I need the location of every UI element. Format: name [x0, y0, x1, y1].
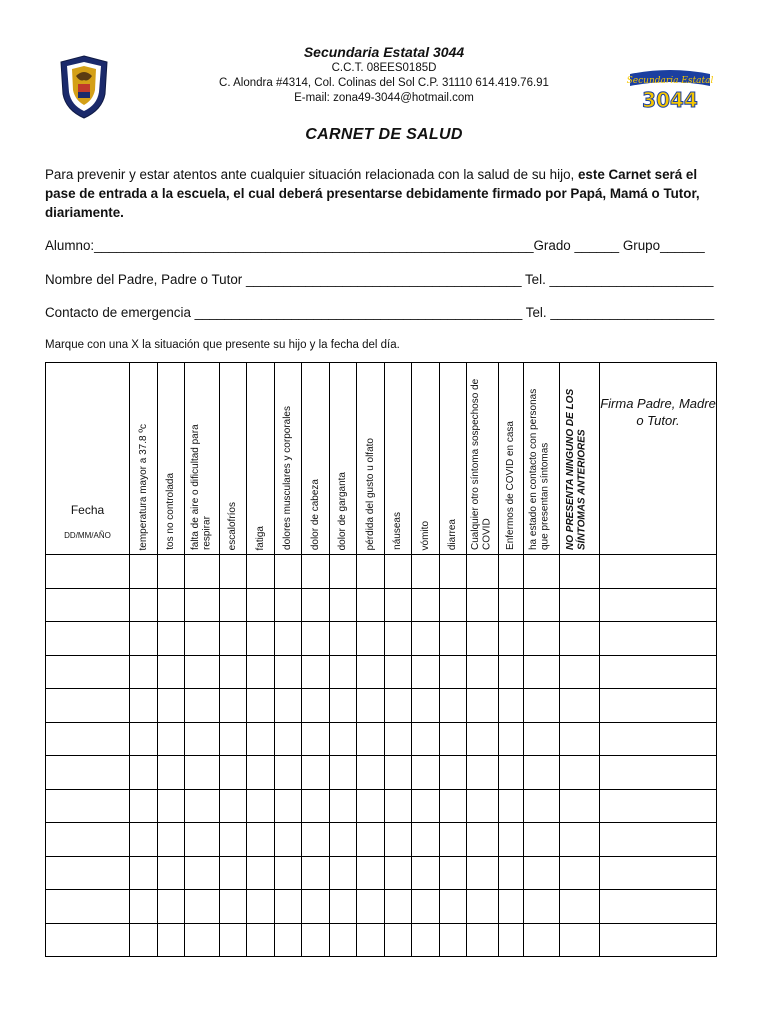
- signature-cell[interactable]: [600, 655, 717, 689]
- symptom-mark-cell[interactable]: [247, 655, 275, 689]
- symptom-mark-cell[interactable]: [385, 622, 412, 656]
- symptom-mark-cell[interactable]: [499, 890, 524, 924]
- symptom-mark-cell[interactable]: [357, 588, 385, 622]
- symptom-mark-cell[interactable]: [158, 689, 185, 723]
- symptom-mark-cell[interactable]: [130, 555, 158, 589]
- school-name: Secundaria Estatal 3044: [303, 44, 465, 60]
- symptom-mark-cell[interactable]: [330, 923, 357, 957]
- symptom-mark-cell[interactable]: [185, 756, 220, 790]
- symptom-mark-cell[interactable]: [158, 856, 185, 890]
- symptom-header: [220, 363, 247, 555]
- symptom-mark-cell[interactable]: [275, 655, 302, 689]
- symptom-mark-cell[interactable]: [412, 588, 440, 622]
- symptom-mark-cell[interactable]: [412, 722, 440, 756]
- intro-bold-text: este Carnet será el pase de entrada a la escuela, el cual deberá presentarse debidamente firmado por Papá, Mamá o Tutor, diariamente.: [45, 167, 700, 220]
- symptom-mark-cell[interactable]: [247, 555, 275, 589]
- table-row: [46, 622, 717, 656]
- symptom-mark-cell[interactable]: [560, 923, 600, 957]
- symptom-mark-cell[interactable]: [330, 823, 357, 857]
- table-row: [46, 923, 717, 957]
- symptom-mark-cell[interactable]: [330, 555, 357, 589]
- symptom-mark-cell[interactable]: [275, 789, 302, 823]
- table-row: [46, 756, 717, 790]
- symptom-mark-cell[interactable]: [130, 622, 158, 656]
- symptom-mark-cell[interactable]: [357, 823, 385, 857]
- symptom-label: diarrea: [447, 518, 459, 550]
- symptom-mark-cell[interactable]: [440, 789, 467, 823]
- symptom-mark-cell[interactable]: [467, 689, 499, 723]
- instruction-text: Marque con una X la situación que presente su hijo y la fecha del día.: [45, 339, 400, 351]
- symptom-mark-cell[interactable]: [524, 689, 560, 723]
- symptom-mark-cell[interactable]: [185, 789, 220, 823]
- symptom-mark-cell[interactable]: [220, 689, 247, 723]
- table-row: [46, 655, 717, 689]
- symptom-mark-cell[interactable]: [275, 823, 302, 857]
- symptom-mark-cell[interactable]: [560, 622, 600, 656]
- symptom-mark-cell[interactable]: [440, 555, 467, 589]
- symptom-mark-cell[interactable]: [330, 789, 357, 823]
- date-cell[interactable]: [46, 655, 130, 689]
- date-cell[interactable]: [46, 890, 130, 924]
- symptom-mark-cell[interactable]: [130, 722, 158, 756]
- symptom-mark-cell[interactable]: [330, 722, 357, 756]
- symptom-mark-cell[interactable]: [158, 789, 185, 823]
- symptom-mark-cell[interactable]: [357, 555, 385, 589]
- symptom-label: ha estado en contacto con personas que presentan síntomas: [527, 388, 550, 550]
- symptom-mark-cell[interactable]: [499, 823, 524, 857]
- date-cell[interactable]: [46, 588, 130, 622]
- symptom-header: [467, 363, 499, 555]
- symptom-label: náuseas: [392, 512, 404, 550]
- symptom-mark-cell[interactable]: [524, 722, 560, 756]
- padre-field-line[interactable]: Nombre del Padre, Padre o Tutor _____________________________________ Tel. ______________________: [45, 272, 714, 287]
- symptom-mark-cell[interactable]: [275, 856, 302, 890]
- symptom-mark-cell[interactable]: [247, 823, 275, 857]
- symptom-mark-cell[interactable]: [440, 622, 467, 656]
- symptom-mark-cell[interactable]: [560, 756, 600, 790]
- symptom-header: [499, 363, 524, 555]
- symptom-mark-cell[interactable]: [357, 923, 385, 957]
- symptom-mark-cell[interactable]: [158, 756, 185, 790]
- symptom-mark-cell[interactable]: [560, 689, 600, 723]
- right-logo-text-top: Secundaria Estatal: [626, 76, 714, 86]
- symptom-mark-cell[interactable]: [330, 856, 357, 890]
- right-logo-number: 3044: [642, 88, 698, 112]
- symptom-mark-cell[interactable]: [158, 555, 185, 589]
- symptom-mark-cell[interactable]: [130, 756, 158, 790]
- symptom-mark-cell[interactable]: [524, 789, 560, 823]
- table-header-row: [46, 363, 717, 555]
- symptom-mark-cell[interactable]: [440, 856, 467, 890]
- symptom-mark-cell[interactable]: [220, 588, 247, 622]
- symptom-mark-cell[interactable]: [385, 655, 412, 689]
- symptom-mark-cell[interactable]: [524, 923, 560, 957]
- symptom-header: [330, 363, 357, 555]
- symptom-mark-cell[interactable]: [247, 856, 275, 890]
- date-cell[interactable]: [46, 823, 130, 857]
- symptom-label: dolores musculares y corporales: [282, 406, 294, 550]
- symptom-mark-cell[interactable]: [467, 555, 499, 589]
- symptom-label: pérdida del gusto u olfato: [364, 437, 376, 550]
- symptom-header: [440, 363, 467, 555]
- symptom-mark-cell[interactable]: [467, 588, 499, 622]
- symptom-mark-cell[interactable]: [330, 756, 357, 790]
- symptom-mark-cell[interactable]: [440, 588, 467, 622]
- symptom-mark-cell[interactable]: [385, 689, 412, 723]
- date-cell[interactable]: [46, 789, 130, 823]
- signature-cell[interactable]: [600, 890, 717, 924]
- symptom-mark-cell[interactable]: [302, 588, 330, 622]
- symptom-mark-cell[interactable]: [185, 655, 220, 689]
- health-log-table: [45, 362, 717, 957]
- symptom-mark-cell[interactable]: [185, 622, 220, 656]
- symptom-mark-cell[interactable]: [385, 856, 412, 890]
- symptom-mark-cell[interactable]: [440, 890, 467, 924]
- symptom-mark-cell[interactable]: [220, 789, 247, 823]
- symptom-mark-cell[interactable]: [302, 923, 330, 957]
- symptom-mark-cell[interactable]: [302, 890, 330, 924]
- symptom-mark-cell[interactable]: [357, 689, 385, 723]
- symptom-header: [302, 363, 330, 555]
- symptom-mark-cell[interactable]: [185, 689, 220, 723]
- symptom-mark-cell[interactable]: [185, 555, 220, 589]
- symptom-mark-cell[interactable]: [130, 689, 158, 723]
- symptom-mark-cell[interactable]: [499, 555, 524, 589]
- symptom-mark-cell[interactable]: [302, 823, 330, 857]
- symptom-mark-cell[interactable]: [412, 689, 440, 723]
- symptom-mark-cell[interactable]: [275, 890, 302, 924]
- symptom-mark-cell[interactable]: [560, 789, 600, 823]
- symptom-mark-cell[interactable]: [412, 856, 440, 890]
- symptom-mark-cell[interactable]: [524, 756, 560, 790]
- signature-cell[interactable]: [600, 722, 717, 756]
- symptom-mark-cell[interactable]: [560, 588, 600, 622]
- symptom-mark-cell[interactable]: [357, 722, 385, 756]
- symptom-mark-cell[interactable]: [185, 722, 220, 756]
- table-row: [46, 823, 717, 857]
- symptom-mark-cell[interactable]: [275, 622, 302, 656]
- letterhead: [0, 44, 768, 106]
- symptom-mark-cell[interactable]: [499, 856, 524, 890]
- symptom-mark-cell[interactable]: [247, 689, 275, 723]
- symptom-mark-cell[interactable]: [385, 789, 412, 823]
- emergency-contact-field-line[interactable]: Contacto de emergencia ____________________________________________ Tel. ______________________: [45, 305, 715, 320]
- symptom-mark-cell[interactable]: [220, 823, 247, 857]
- symptom-mark-cell[interactable]: [302, 856, 330, 890]
- symptom-mark-cell[interactable]: [467, 756, 499, 790]
- symptom-mark-cell[interactable]: [185, 923, 220, 957]
- symptom-mark-cell[interactable]: [524, 622, 560, 656]
- symptom-mark-cell[interactable]: [220, 890, 247, 924]
- symptom-mark-cell[interactable]: [499, 655, 524, 689]
- symptom-header: [385, 363, 412, 555]
- symptom-mark-cell[interactable]: [560, 823, 600, 857]
- symptom-mark-cell[interactable]: [357, 789, 385, 823]
- symptom-mark-cell[interactable]: [385, 923, 412, 957]
- symptom-mark-cell[interactable]: [467, 722, 499, 756]
- symptom-mark-cell[interactable]: [302, 555, 330, 589]
- symptom-mark-cell[interactable]: [440, 655, 467, 689]
- symptom-mark-cell[interactable]: [357, 756, 385, 790]
- symptom-mark-cell[interactable]: [440, 823, 467, 857]
- symptom-mark-cell[interactable]: [247, 622, 275, 656]
- date-cell[interactable]: [46, 555, 130, 589]
- signature-cell[interactable]: [600, 689, 717, 723]
- symptom-mark-cell[interactable]: [330, 689, 357, 723]
- symptom-mark-cell[interactable]: [412, 622, 440, 656]
- symptom-label: tos no controlada: [165, 473, 177, 550]
- symptom-mark-cell[interactable]: [130, 789, 158, 823]
- symptom-mark-cell[interactable]: [130, 923, 158, 957]
- symptom-mark-cell[interactable]: [247, 588, 275, 622]
- symptom-mark-cell[interactable]: [220, 923, 247, 957]
- symptom-mark-cell[interactable]: [467, 655, 499, 689]
- symptom-mark-cell[interactable]: [440, 689, 467, 723]
- symptom-mark-cell[interactable]: [440, 722, 467, 756]
- symptom-mark-cell[interactable]: [440, 923, 467, 957]
- symptom-mark-cell[interactable]: [467, 890, 499, 924]
- signature-cell[interactable]: [600, 622, 717, 656]
- symptom-mark-cell[interactable]: [524, 856, 560, 890]
- symptom-mark-cell[interactable]: [499, 588, 524, 622]
- symptom-mark-cell[interactable]: [385, 756, 412, 790]
- symptom-label: temperatura mayor a 37.8 ºc: [137, 423, 149, 550]
- symptom-mark-cell[interactable]: [158, 588, 185, 622]
- symptom-mark-cell[interactable]: [467, 622, 499, 656]
- table-row: [46, 856, 717, 890]
- table-row: [46, 722, 717, 756]
- table-row: [46, 555, 717, 589]
- symptom-mark-cell[interactable]: [275, 923, 302, 957]
- symptom-mark-cell[interactable]: [467, 923, 499, 957]
- symptom-mark-cell[interactable]: [412, 789, 440, 823]
- alumno-field-line[interactable]: Alumno:___________________________________________________________Grado ______ Grupo______: [45, 238, 705, 253]
- symptom-mark-cell[interactable]: [130, 588, 158, 622]
- symptom-header: [247, 363, 275, 555]
- table-row: [46, 789, 717, 823]
- symptom-label: escalofríos: [227, 501, 239, 550]
- symptom-mark-cell[interactable]: [499, 789, 524, 823]
- symptom-mark-cell[interactable]: [412, 756, 440, 790]
- date-cell[interactable]: [46, 722, 130, 756]
- table-row: [46, 890, 717, 924]
- symptom-mark-cell[interactable]: [302, 689, 330, 723]
- symptom-label: NO PRESENTA NINGUNO DE LOS SÍNTOMAS ANTERIORES: [564, 388, 587, 550]
- symptom-mark-cell[interactable]: [385, 823, 412, 857]
- signature-cell[interactable]: [600, 588, 717, 622]
- symptom-mark-cell[interactable]: [412, 555, 440, 589]
- symptom-mark-cell[interactable]: [130, 823, 158, 857]
- symptom-mark-cell[interactable]: [524, 555, 560, 589]
- symptom-mark-cell[interactable]: [412, 655, 440, 689]
- symptom-mark-cell[interactable]: [275, 555, 302, 589]
- symptom-mark-cell[interactable]: [158, 622, 185, 656]
- symptom-mark-cell[interactable]: [499, 622, 524, 656]
- symptom-mark-cell[interactable]: [185, 856, 220, 890]
- symptom-mark-cell[interactable]: [247, 923, 275, 957]
- symptom-label: dolor de cabeza: [309, 478, 321, 550]
- table-row: [46, 689, 717, 723]
- table-row: [46, 588, 717, 622]
- symptom-mark-cell[interactable]: [220, 622, 247, 656]
- symptom-mark-cell[interactable]: [440, 756, 467, 790]
- symptom-mark-cell[interactable]: [185, 588, 220, 622]
- symptom-mark-cell[interactable]: [302, 655, 330, 689]
- intro-paragraph: [45, 165, 725, 222]
- symptom-header: [357, 363, 385, 555]
- symptom-mark-cell[interactable]: [524, 890, 560, 924]
- symptom-mark-cell[interactable]: [524, 655, 560, 689]
- symptom-mark-cell[interactable]: [247, 722, 275, 756]
- firma-label: Firma Padre, Madre o Tutor.: [600, 396, 716, 428]
- symptom-mark-cell[interactable]: [560, 890, 600, 924]
- symptom-mark-cell[interactable]: [524, 823, 560, 857]
- symptom-mark-cell[interactable]: [185, 890, 220, 924]
- symptom-mark-cell[interactable]: [185, 823, 220, 857]
- firma-header: [600, 363, 717, 555]
- symptom-mark-cell[interactable]: [275, 722, 302, 756]
- symptom-mark-cell[interactable]: [357, 622, 385, 656]
- fecha-label: Fecha: [70, 503, 105, 517]
- symptom-mark-cell[interactable]: [499, 923, 524, 957]
- symptom-mark-cell[interactable]: [412, 923, 440, 957]
- signature-cell[interactable]: [600, 923, 717, 957]
- symptom-mark-cell[interactable]: [130, 655, 158, 689]
- symptom-mark-cell[interactable]: [130, 890, 158, 924]
- symptom-mark-cell[interactable]: [499, 722, 524, 756]
- symptom-mark-cell[interactable]: [158, 655, 185, 689]
- date-cell[interactable]: [46, 622, 130, 656]
- symptom-mark-cell[interactable]: [220, 655, 247, 689]
- symptom-label: Cualquier otro síntoma sospechoso de COVID: [469, 378, 492, 550]
- symptom-header: [560, 363, 600, 555]
- symptom-mark-cell[interactable]: [275, 756, 302, 790]
- symptom-mark-cell[interactable]: [524, 588, 560, 622]
- symptom-mark-cell[interactable]: [357, 655, 385, 689]
- symptom-mark-cell[interactable]: [275, 588, 302, 622]
- symptom-mark-cell[interactable]: [499, 756, 524, 790]
- symptom-mark-cell[interactable]: [560, 655, 600, 689]
- symptom-mark-cell[interactable]: [385, 555, 412, 589]
- symptom-mark-cell[interactable]: [247, 890, 275, 924]
- symptom-mark-cell[interactable]: [499, 689, 524, 723]
- school-address: C. Alondra #4314, Col. Colinas del Sol C.P. 31110 614.419.76.91: [219, 77, 549, 89]
- symptom-label: Enfermos de COVID en casa: [505, 421, 517, 550]
- fecha-header: [46, 363, 130, 555]
- symptom-mark-cell[interactable]: [302, 756, 330, 790]
- symptom-mark-cell[interactable]: [302, 722, 330, 756]
- symptom-mark-cell[interactable]: [220, 856, 247, 890]
- symptom-mark-cell[interactable]: [560, 722, 600, 756]
- fecha-format: DD/MM/AÑO: [64, 531, 111, 540]
- symptom-mark-cell[interactable]: [385, 890, 412, 924]
- symptom-header: [524, 363, 560, 555]
- symptom-mark-cell[interactable]: [220, 756, 247, 790]
- school-cct: C.C.T. 08EES0185D: [331, 62, 437, 74]
- symptom-mark-cell[interactable]: [330, 622, 357, 656]
- date-cell[interactable]: [46, 923, 130, 957]
- symptom-mark-cell[interactable]: [220, 722, 247, 756]
- date-cell[interactable]: [46, 689, 130, 723]
- date-cell[interactable]: [46, 756, 130, 790]
- signature-cell[interactable]: [600, 789, 717, 823]
- symptom-header: [275, 363, 302, 555]
- symptom-mark-cell[interactable]: [158, 823, 185, 857]
- symptom-mark-cell[interactable]: [158, 890, 185, 924]
- symptom-mark-cell[interactable]: [560, 856, 600, 890]
- symptom-mark-cell[interactable]: [467, 823, 499, 857]
- symptom-header: [412, 363, 440, 555]
- symptom-mark-cell[interactable]: [467, 789, 499, 823]
- signature-cell[interactable]: [600, 856, 717, 890]
- document-title: CARNET DE SALUD: [305, 126, 463, 143]
- symptom-mark-cell[interactable]: [275, 689, 302, 723]
- symptom-mark-cell[interactable]: [330, 588, 357, 622]
- symptom-mark-cell[interactable]: [560, 555, 600, 589]
- symptom-label: vómito: [419, 520, 431, 550]
- symptom-header: [158, 363, 185, 555]
- symptom-header: [185, 363, 220, 555]
- symptom-mark-cell[interactable]: [158, 722, 185, 756]
- symptom-label: falta de aire o dificultad para respirar: [190, 424, 213, 550]
- symptom-mark-cell[interactable]: [412, 890, 440, 924]
- symptom-mark-cell[interactable]: [385, 588, 412, 622]
- symptom-mark-cell[interactable]: [330, 655, 357, 689]
- intro-text: Para prevenir y estar atentos ante cualquier situación relacionada con la salud de su hijo,: [45, 167, 578, 182]
- date-cell[interactable]: [46, 856, 130, 890]
- symptom-mark-cell[interactable]: [467, 856, 499, 890]
- symptom-mark-cell[interactable]: [130, 856, 158, 890]
- symptom-mark-cell[interactable]: [385, 722, 412, 756]
- symptom-mark-cell[interactable]: [302, 789, 330, 823]
- symptom-mark-cell[interactable]: [330, 890, 357, 924]
- symptom-mark-cell[interactable]: [220, 555, 247, 589]
- symptom-label: fatiga: [254, 525, 266, 550]
- signature-cell[interactable]: [600, 756, 717, 790]
- symptom-mark-cell[interactable]: [357, 890, 385, 924]
- symptom-mark-cell[interactable]: [302, 622, 330, 656]
- signature-cell[interactable]: [600, 555, 717, 589]
- symptom-header: [130, 363, 158, 555]
- symptom-mark-cell[interactable]: [247, 789, 275, 823]
- symptom-mark-cell[interactable]: [412, 823, 440, 857]
- symptom-mark-cell[interactable]: [247, 756, 275, 790]
- symptom-label: dolor de garganta: [337, 471, 349, 550]
- school-email: E-mail: zona49-3044@hotmail.com: [294, 92, 474, 104]
- symptom-mark-cell[interactable]: [357, 856, 385, 890]
- signature-cell[interactable]: [600, 823, 717, 857]
- symptom-mark-cell[interactable]: [158, 923, 185, 957]
